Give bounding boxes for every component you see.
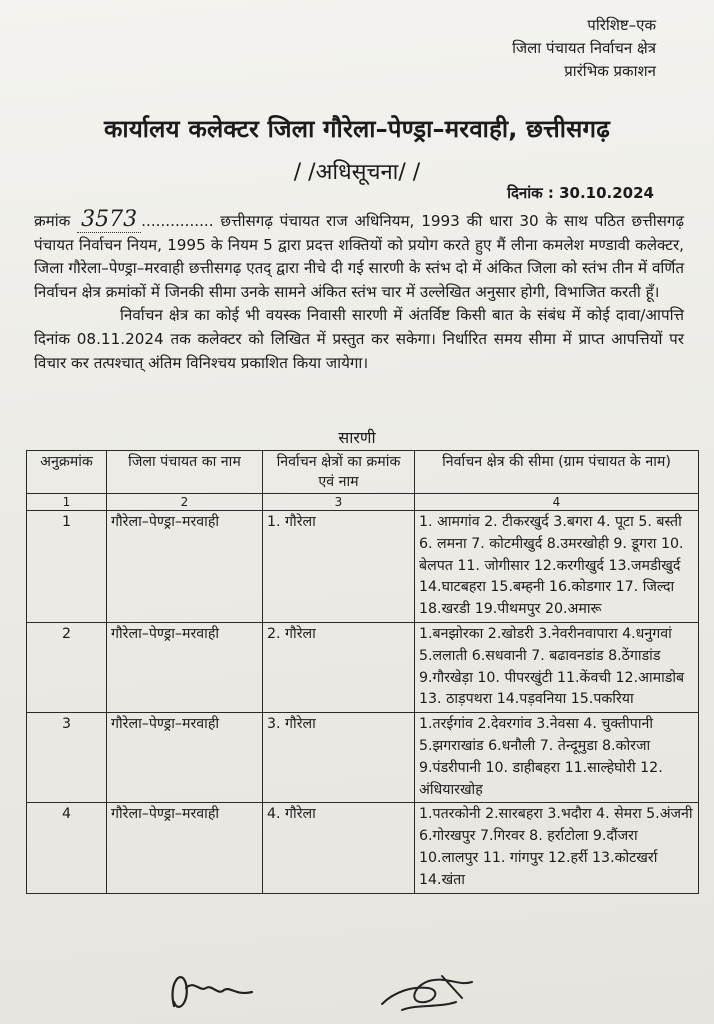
row-serial: 2 (27, 622, 107, 712)
annex-line-3: प्रारंभिक प्रकाशन (564, 62, 656, 80)
order-label: क्रमांक (34, 212, 71, 230)
row-serial: 4 (27, 803, 107, 893)
column-number: 2 (107, 494, 263, 511)
row-serial: 1 (27, 511, 107, 623)
header-district: जिला पंचायत का नाम (107, 451, 263, 494)
column-number: 3 (263, 494, 415, 511)
row-district: गौरेला–पेण्ड्रा–मरवाही (107, 713, 263, 803)
paragraph-1: छत्तीसगढ़ पंचायत राज अधिनियम, 1993 की धारा 30 के साथ पठित छत्तीसगढ़ पंचायत निर्वाचन नियम, 1995 के नियम 5 द्वारा प्रदत्त शक्तियों को प्रयोग करते हुए मैं लीना कमलेश मण्डावी कलेक्टर, जिला गौरेला–पेण्ड्रा–मरवाही छत्तीसगढ़ एतद् द्वारा नीचे दी गई सारणी के स्तंभ दो में अंकित जिला को स्तंभ तीन में वर्णित निर्वाचन क्षेत्र क्रमांकों में जिनकी सीमा उनके सामने अंकित स्तंभ चार में उल्लेखित अनुसार होगी, विभाजित करती हूँ। (34, 212, 685, 301)
annex-line-2: जिला पंचायत निर्वाचन क्षेत्र (512, 39, 656, 57)
notice-body (34, 208, 684, 375)
table-row (27, 622, 699, 712)
table-row (27, 511, 699, 623)
row-district: गौरेला–पेण्ड्रा–मरवाही (107, 511, 263, 623)
table-title: सारणी (338, 428, 376, 447)
column-number-row (27, 494, 699, 511)
table-header-row (27, 451, 699, 494)
signature-mark-right (372, 964, 492, 1022)
row-constituency: 1. गौरेला (263, 511, 415, 623)
row-boundary: 1.बनझोरका 2.खोडरी 3.नेवरीनवापारा 4.धनुगवां 5.ललाती 6.सधवानी 7. बढावनडांड 8.ठेंगाडांड 9.गौरखेड़ा 10. पीपरखुंटी 11.केंवची 12.आमाडोब 13. ठाड़पथरा 14.पड़वनिया 15.पकरिया (415, 622, 699, 712)
table-row (27, 803, 699, 893)
paragraph-2: निर्वाचन क्षेत्र का कोई भी वयस्क निवासी सारणी में अंतर्विष्ट किसी बात के संबंध में कोई दावा/आपत्ति दिनांक 08.11.2024 तक कलेक्टर को लिखित में प्रस्तुत कर सकेगा। निर्धारित समय सीमा में प्राप्त आपत्तियों पर विचार कर तत्पश्चात् अंतिम विनिश्चय प्रकाशित किया जायेगा। (34, 306, 684, 372)
header-constituency: निर्वाचन क्षेत्रों का क्रमांक एवं नाम (263, 451, 415, 494)
row-constituency: 2. गौरेला (263, 622, 415, 712)
schedule-table (26, 450, 699, 894)
column-number: 4 (415, 494, 699, 511)
notice-title: / /अधिसूचना/ / (293, 160, 421, 185)
row-constituency: 4. गौरेला (263, 803, 415, 893)
column-number: 1 (27, 494, 107, 511)
table-row (27, 713, 699, 803)
notice-date: दिनांक : 30.10.2024 (507, 184, 654, 202)
header-serial: अनुक्रमांक (27, 451, 107, 494)
row-boundary: 1. आमगांव 2. टीकरखुर्द 3.बगरा 4. पूटा 5. बस्ती 6. लमना 7. कोटमीखुर्द 8.उमरखोही 9. डूगरा 10. बेलपत 11. जोगीसार 12.करगीखुर्द 13.जमडीखुर्द 14.घाटबहरा 15.बम्हनी 16.कोडगार 17. जिल्दा 18.खरडी 19.पीथमपुर 20.अमारू (415, 511, 699, 623)
row-constituency: 3. गौरेला (263, 713, 415, 803)
row-district: गौरेला–पेण्ड्रा–मरवाही (107, 622, 263, 712)
office-title: कार्यालय कलेक्टर जिला गौरेला–पेण्ड्रा–मरवाही, छत्तीसगढ़ (103, 115, 610, 143)
order-number: 3573 (77, 207, 141, 233)
row-serial: 3 (27, 713, 107, 803)
row-boundary: 1.पतरकोनी 2.सारबहरा 3.भदौरा 4. सेमरा 5.अंजनी 6.गोरखपुर 7.गिरवर 8. हर्राटोला 9.दौंजरा 10.लालपुर 11. गांगपुर 12.हर्री 13.कोटखर्रा 14.खंता (415, 803, 699, 893)
row-district: गौरेला–पेण्ड्रा–मरवाही (107, 803, 263, 893)
signature-mark-left (160, 962, 270, 1020)
annex-heading (512, 14, 656, 83)
order-dots: ............... (141, 212, 214, 230)
row-boundary: 1.तरईगांव 2.देवरगांव 3.नेवसा 4. चुक्तीपानी 5.झगराखांड 6.धनौली 7. तेन्दूमुडा 8.कोरजा 9.पंडरीपानी 10. डाहीबहरा 11.साल्हेघोरी 12. अंधियारखोह (415, 713, 699, 803)
header-boundary: निर्वाचन क्षेत्र की सीमा (ग्राम पंचायत के नाम) (415, 451, 699, 494)
annex-line-1: परिशिष्ट–एक (587, 16, 656, 34)
